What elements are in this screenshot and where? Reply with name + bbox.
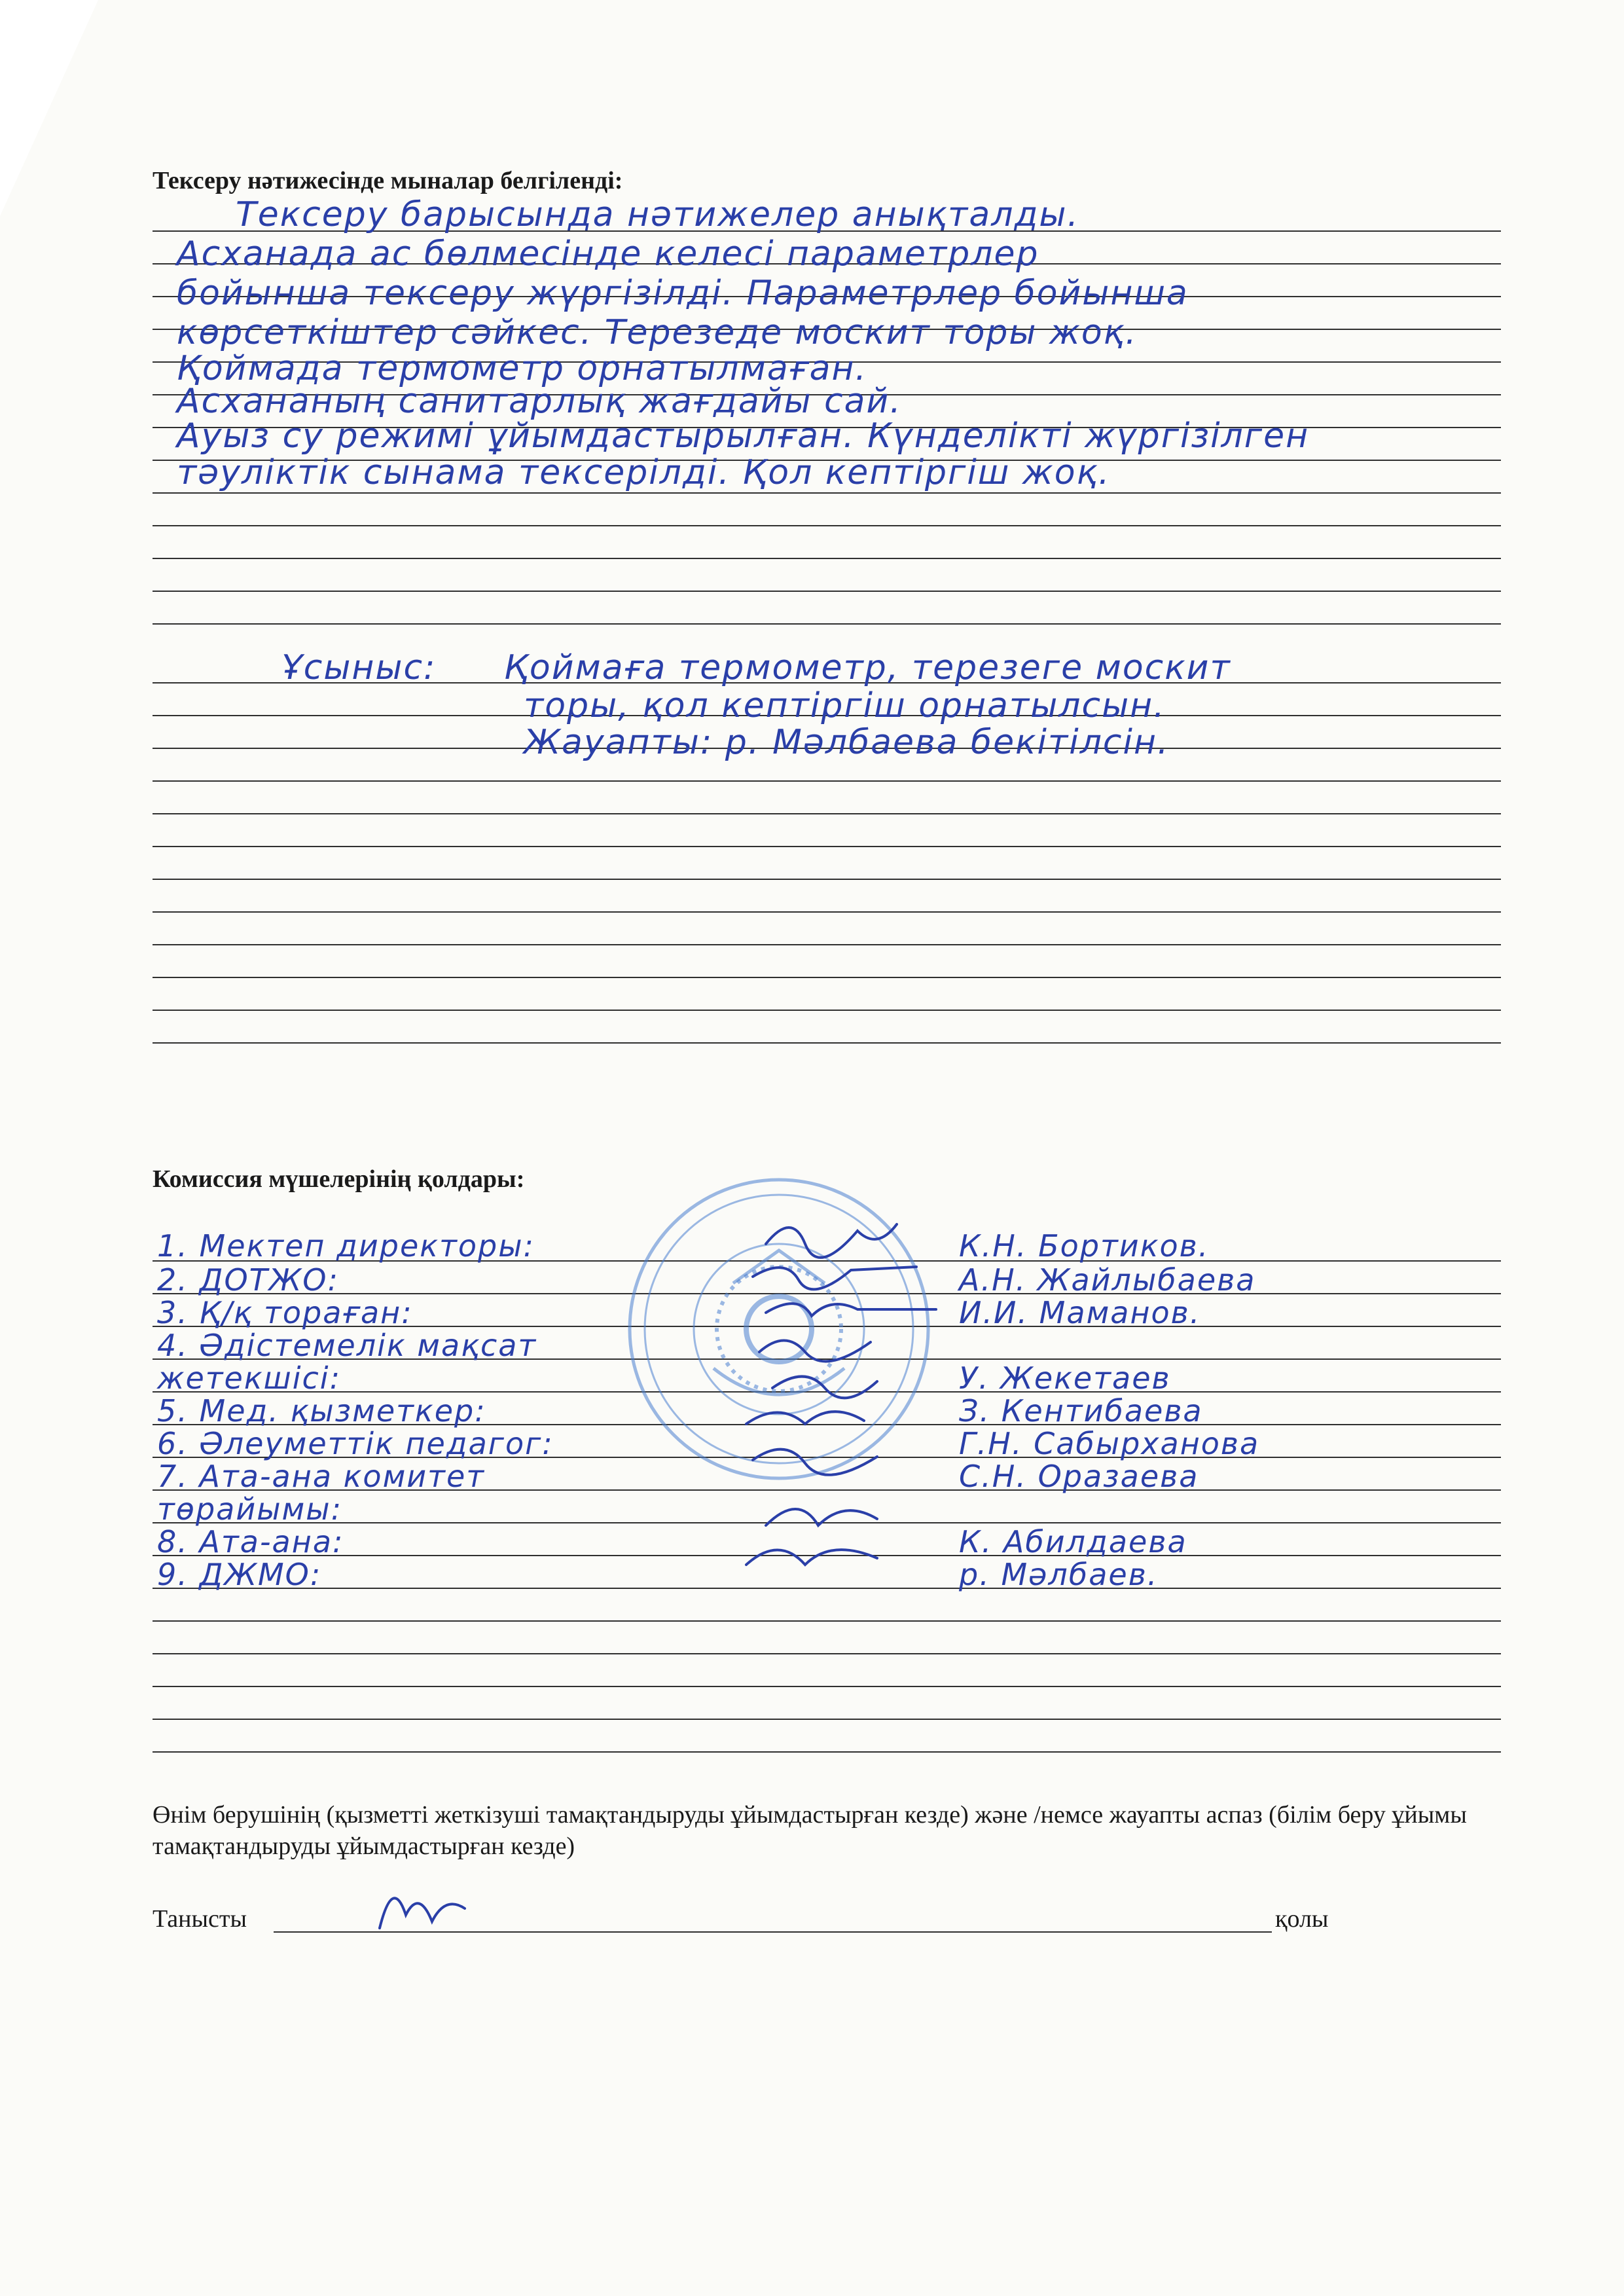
- signature-suffix: қолы: [1275, 1905, 1329, 1933]
- member-2-role: 2. ДОТЖО:: [157, 1262, 340, 1298]
- member-8-name: К. Абилдаева: [959, 1524, 1187, 1559]
- recommendation-label: Ұсыныс:: [281, 648, 437, 687]
- findings-line-2: Асханада ас бөлмесінде келесі параметрлер: [177, 234, 1039, 274]
- member-4-role-cont: жетекшісі:: [157, 1360, 342, 1396]
- member-2-name: А.Н. Жайлыбаева: [959, 1262, 1256, 1298]
- acknowledged-signature: [367, 1869, 478, 1941]
- member-3-role: 3. Қ/қ тораған:: [157, 1295, 413, 1330]
- folded-corner: [0, 0, 98, 216]
- member-4-role: 4. Әдістемелік мақсат: [157, 1328, 537, 1363]
- recommendation-line-3: Жауапты: р. Мәлбаева бекітілсін.: [524, 723, 1170, 762]
- findings-heading: Тексеру нәтижесінде мыналар белгіленді:: [153, 167, 623, 194]
- member-7-role: 7. Ата-ана комитет: [157, 1459, 486, 1494]
- member-1-name: К.Н. Бортиков.: [959, 1228, 1210, 1264]
- recommendation-line-2: торы, қол кептіргіш орнатылсын.: [524, 686, 1166, 725]
- member-9-name: р. Мәлбаев.: [959, 1557, 1159, 1592]
- member-6-role: 6. Әлеуметтік педагог:: [157, 1426, 554, 1461]
- member-7-role-cont: төрайымы:: [157, 1491, 343, 1527]
- findings-line-8: тәуліктік сынама тексерілді. Қол кептіргіш жоқ.: [177, 453, 1111, 492]
- member-signatures: [727, 1205, 943, 1597]
- findings-line-6: Асхананың санитарлық жағдайы сай.: [177, 382, 902, 421]
- findings-line-3: бойынша тексеру жүргізілді. Параметрлер бойынша: [177, 274, 1189, 313]
- member-1-role: 1. Мектеп директоры:: [157, 1228, 535, 1264]
- findings-line-7: Ауыз су режимі ұйымдастырылған. Күнделікті жүргізілген: [177, 416, 1310, 456]
- findings-line-5: Қоймада термометр орнатылмаған.: [177, 349, 868, 388]
- commission-heading: Комиссия мүшелерінің қолдары:: [153, 1165, 525, 1193]
- producer-note: Өнім берушінің (қызметті жеткізуші тамақтандыруды ұйымдастырған кезде) және /немсе жауапты аспаз (білім беру ұйымы тамақтандыруды ұйымдастырған кезде): [153, 1801, 1467, 1860]
- member-8-role: 8. Ата-ана:: [157, 1524, 344, 1559]
- recommendation-line-1: Қоймаға термометр, терезеге москит: [504, 648, 1231, 687]
- findings-line-4: көрсеткіштер сәйкес. Терезеде москит торы жоқ.: [177, 313, 1138, 352]
- member-4-name: У. Жекетаев: [959, 1360, 1171, 1396]
- member-7-name: С.Н. Оразаева: [959, 1459, 1199, 1494]
- member-5-name: З. Кентибаева: [959, 1393, 1203, 1429]
- member-5-role: 5. Мед. қызметкер:: [157, 1393, 486, 1429]
- member-3-name: И.И. Маманов.: [959, 1295, 1201, 1330]
- findings-line-1: Тексеру барысында нәтижелер анықталды.: [236, 195, 1079, 234]
- acknowledged-label: Танысты: [153, 1905, 247, 1933]
- member-6-name: Г.Н. Сабырханова: [959, 1426, 1260, 1461]
- member-9-role: 9. ДЖМО:: [157, 1557, 322, 1592]
